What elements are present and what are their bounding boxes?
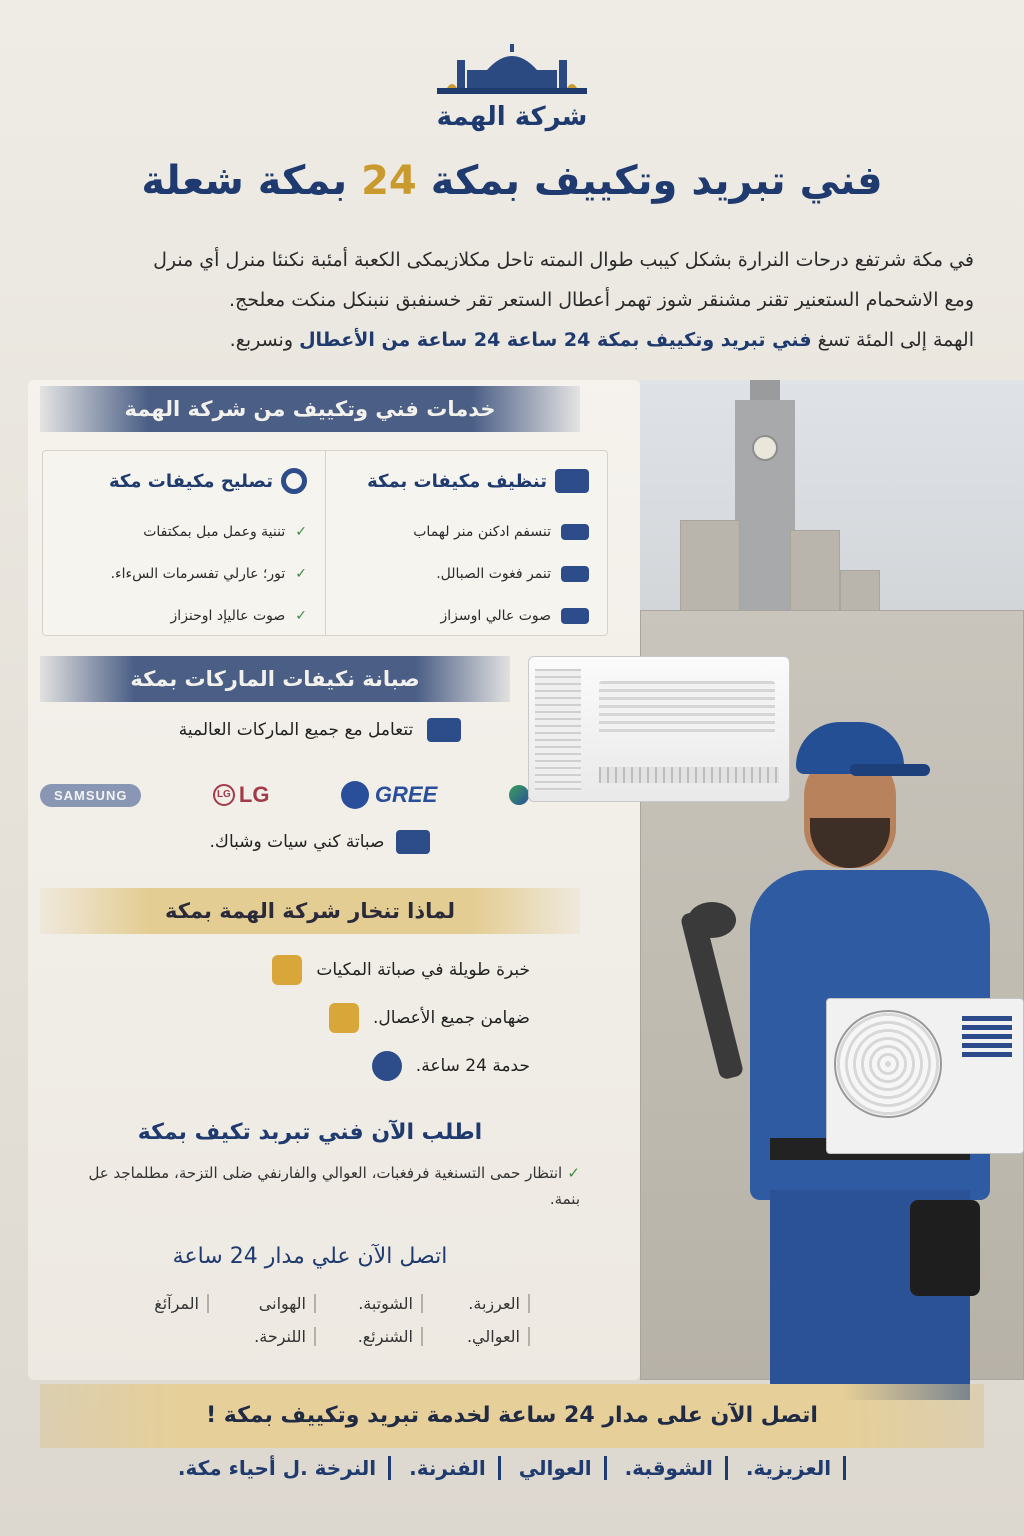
call-banner: اتصل الآن على مدار 24 ساعة لخدمة تبريد وتكييف بمكة ! <box>40 1384 984 1448</box>
intro-text: ونسربع. <box>229 329 300 351</box>
why-list <box>90 946 530 1090</box>
list-item <box>61 595 307 637</box>
list-item <box>344 511 589 553</box>
drop-icon <box>561 566 589 582</box>
cleaning-title <box>344 463 589 499</box>
brand-lg-text: LG <box>238 782 270 807</box>
area-item: الفنرنة. <box>409 1456 501 1480</box>
area-item: النرخة .ل أحياء مكة. <box>178 1456 391 1480</box>
carrier-logo-icon <box>509 785 529 805</box>
brands-line-text: تتعامل مع جميع الماركات العالمية <box>178 720 414 740</box>
list-item <box>344 595 589 637</box>
logo-text: شركة الهمة <box>436 102 588 132</box>
list-item-text: ضهامن جميع الأعصال. <box>372 1008 530 1028</box>
ac-icon <box>561 524 589 540</box>
expert-icon <box>272 955 302 985</box>
list-item <box>90 1042 530 1090</box>
clock-face <box>752 435 778 461</box>
title-part: فني تبريد وتكييف بمكة <box>416 158 883 204</box>
services-box <box>42 450 608 636</box>
logo <box>0 40 1024 132</box>
why-heading: لماذا تنخار شركة الهمة بمكة <box>40 888 580 934</box>
bottom-areas <box>0 1456 1024 1480</box>
area-item: الشوتبة. <box>324 1294 423 1313</box>
list-item <box>90 994 530 1042</box>
brand-gree <box>341 781 437 809</box>
list-item-text: صوت عاليإد اوحنزاز <box>170 608 286 624</box>
technician-image <box>700 700 1024 1400</box>
order-heading: اطلب الآن فني تبربد تكيف بمكة <box>137 1120 483 1145</box>
intro-highlight: فني تبريد وتكييف بمكة 24 ساعة 24 ساعة من الأعطال <box>299 329 812 351</box>
order-note-text: انتظار حمى التسنغية فرفغبات، العوالي والفارنفي ضلى التزحة، مطلماجد عل بنمة. <box>88 1164 580 1208</box>
list-item-text: خبرة طويلة في صباتة المكيات <box>316 960 530 980</box>
area-item: المرآئغ <box>110 1294 209 1313</box>
ac-icon <box>561 608 589 624</box>
list-item <box>61 511 307 553</box>
intro-line: في مكة شرتفع درحات النرارة بشكل كيبب طوال الىمته تاحل مكلازيمكى الكعبة أمئبة نكنئا منرل أي منرل <box>153 249 974 271</box>
area-item: الشوقبة. <box>625 1456 728 1480</box>
ac-icon <box>396 830 430 854</box>
title-number: 24 <box>361 158 417 204</box>
wrench-icon <box>281 468 307 494</box>
area-item: العوالي <box>519 1456 607 1480</box>
brand-samsung: SAMSUNG <box>40 784 141 807</box>
area-item: العرزبة. <box>431 1294 530 1313</box>
split-line <box>40 830 600 854</box>
check-icon: ✓ <box>295 608 307 624</box>
list-item <box>90 946 530 994</box>
brand-lg <box>213 782 270 808</box>
area-item: الشنرئع. <box>324 1327 423 1346</box>
clock-tower <box>735 400 795 620</box>
cleaning-title-text: تنظيف مكيفات بمكة <box>367 470 547 492</box>
list-item-text: حدمة 24 ساعة. <box>415 1056 530 1076</box>
guarantee-icon <box>329 1003 359 1033</box>
area-item: اللنرحة. <box>217 1327 316 1346</box>
wrench-head <box>688 902 736 938</box>
list-item-text: تنسفم ادكنن منر لهماب <box>413 524 551 540</box>
title-part: بمكة شعلة <box>141 158 362 204</box>
intro-text: الهمة إلى المئة تسغ <box>811 329 974 351</box>
check-icon: ✓ <box>295 566 307 582</box>
mosque-logo-icon <box>427 40 597 100</box>
list-item-text: صوت عالي اوسزاز <box>440 608 551 624</box>
repair-column <box>43 451 325 635</box>
repair-title <box>61 463 307 499</box>
lg-logo-icon: LG <box>213 784 235 806</box>
area-item: العوالي. <box>431 1327 530 1346</box>
check-icon: ✓ <box>295 524 307 540</box>
list-item-text: تور؛ عارلي تفسرمات السءاء. <box>110 566 286 582</box>
list-item <box>344 553 589 595</box>
repair-title-text: تصليح مكيفات مكة <box>109 470 273 492</box>
cap-brim <box>850 764 930 776</box>
split-line-text: صباتة كني سيات وشباك. <box>209 832 385 852</box>
area-item: الهوانى <box>217 1294 316 1313</box>
intro-line <box>44 320 974 360</box>
list-item-text: تننية وعمل مبل بمكتفات <box>143 524 286 540</box>
contact-heading: اتصل الآن علي مدار 24 ساعة <box>172 1244 448 1269</box>
shield-gear-icon <box>427 718 461 742</box>
ac-side-grille <box>535 669 581 791</box>
list-item <box>61 553 307 595</box>
intro-paragraph <box>44 240 974 360</box>
list-item-text: تنمر فغوت الصبالل. <box>436 566 551 582</box>
clock-icon <box>372 1051 402 1081</box>
tool-pouch <box>910 1200 980 1296</box>
page-title <box>0 158 1024 204</box>
brand-gree-text: GREE <box>374 782 438 807</box>
intro-line: ومع الاشحمام الستعنير تقنر مشنقر شوز تهمر أعطال الستعر تقر خسنفبق ننبنكل منكت معلحج. <box>228 289 974 311</box>
areas-list <box>110 1294 530 1346</box>
services-heading: خدمات فني وتكييف من شركة الهمة <box>40 386 580 432</box>
cleaning-column <box>325 451 607 635</box>
check-icon: ✓ <box>562 1164 580 1182</box>
ac-grille <box>962 1016 1012 1060</box>
brands-heading: صبانة نكيفات الماركات بمكة <box>40 656 510 702</box>
brand-logos <box>40 775 600 815</box>
gree-logo-icon <box>341 781 369 809</box>
ac-icon <box>555 469 589 493</box>
order-note <box>70 1160 580 1212</box>
area-item: العزيزية. <box>746 1456 846 1480</box>
fan-icon <box>834 1010 942 1118</box>
brands-line <box>40 718 600 742</box>
